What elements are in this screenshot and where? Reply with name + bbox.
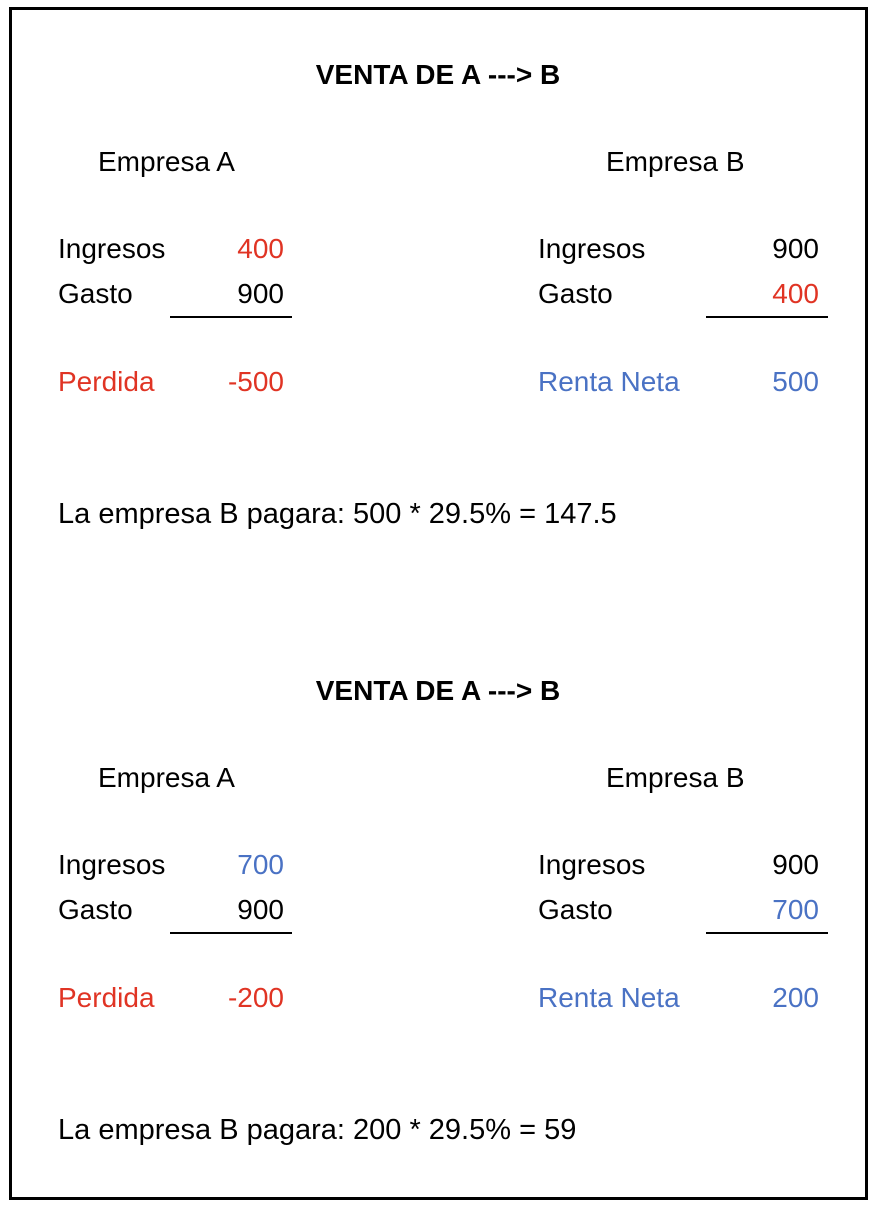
company-a-expense-label: Gasto: [58, 894, 133, 925]
company-a-result-label: Perdida: [58, 982, 155, 1013]
company-a-heading: Empresa A: [98, 146, 235, 177]
company-a-result-value: -200: [227, 982, 284, 1013]
scenario-title: VENTA DE A ---> B: [315, 59, 561, 90]
company-a-income-label: Ingresos: [58, 849, 166, 880]
tax-summary: La empresa B pagara: 500 * 29.5% = 147.5: [58, 498, 617, 530]
company-a-expense-value: 900: [237, 278, 284, 309]
company-b-heading: Empresa B: [606, 146, 745, 177]
company-b-income-label: Ingresos: [538, 849, 646, 880]
company-a-total-rule: [170, 932, 292, 934]
company-a-total-rule: [170, 316, 292, 318]
company-a-result-value: -500: [227, 366, 284, 397]
company-b-expense-label: Gasto: [538, 278, 613, 309]
company-b-result-label: Renta Neta: [538, 982, 680, 1013]
company-b-income-label: Ingresos: [538, 233, 646, 264]
company-b-expense-label: Gasto: [538, 894, 613, 925]
company-a-income-label: Ingresos: [58, 233, 166, 264]
company-a-expense-label: Gasto: [58, 278, 133, 309]
tax-summary: La empresa B pagara: 200 * 29.5% = 59: [58, 1114, 577, 1146]
company-a-expense-value: 900: [237, 894, 284, 925]
company-b-expense-value: 400: [772, 278, 819, 309]
company-b-total-rule: [706, 316, 828, 318]
company-a-heading: Empresa A: [98, 762, 235, 793]
scenario-title: VENTA DE A ---> B: [315, 675, 561, 706]
company-b-total-rule: [706, 932, 828, 934]
company-a-income-value: 400: [237, 233, 284, 264]
company-b-result-label: Renta Neta: [538, 366, 680, 397]
company-b-heading: Empresa B: [606, 762, 745, 793]
company-b-result-value: 200: [772, 982, 819, 1013]
company-b-result-value: 500: [772, 366, 819, 397]
company-a-income-value: 700: [237, 849, 284, 880]
company-b-expense-value: 700: [772, 894, 819, 925]
company-b-income-value: 900: [772, 233, 819, 264]
document-border: [9, 7, 868, 1200]
company-a-result-label: Perdida: [58, 366, 155, 397]
company-b-income-value: 900: [772, 849, 819, 880]
